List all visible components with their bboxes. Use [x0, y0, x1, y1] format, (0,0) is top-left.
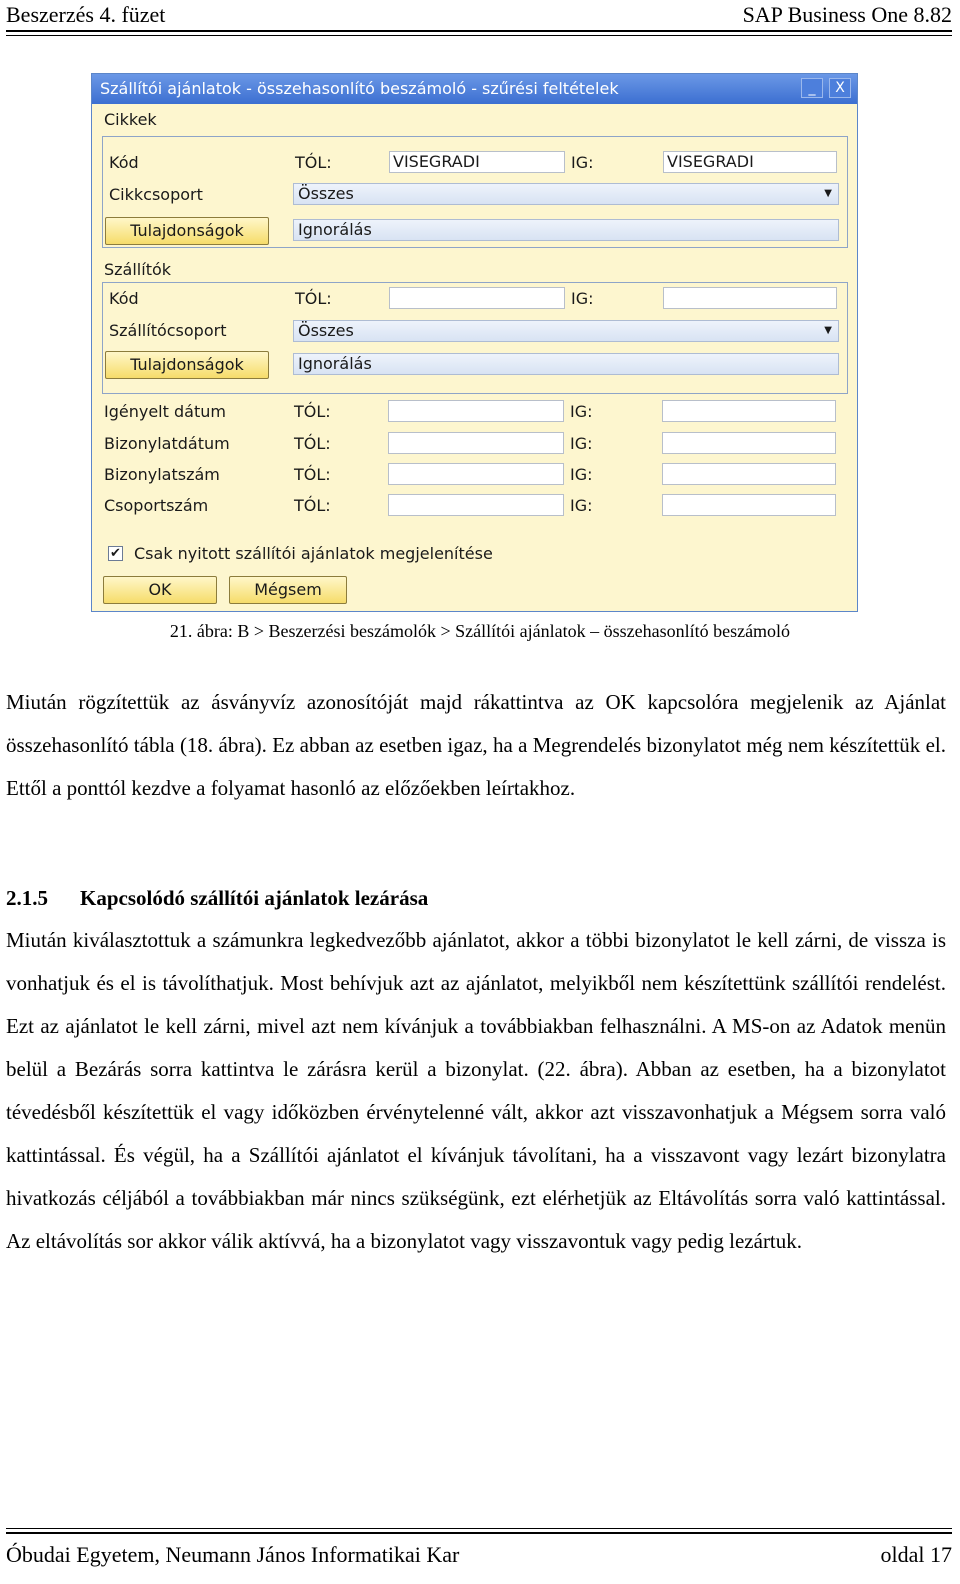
- item-group-label: Cikkcsoport: [109, 185, 203, 204]
- item-group-select[interactable]: [293, 183, 839, 205]
- open-only-label: Csak nyitott szállítói ajánlatok megjelenítése: [134, 544, 493, 563]
- header-rule-thin: [6, 35, 952, 36]
- range-to-input[interactable]: [662, 494, 836, 516]
- range-to-label: IG:: [570, 465, 593, 484]
- range-from-label: TÓL:: [294, 434, 331, 453]
- paragraph-1: Miután rögzítettük az ásványvíz azonosítóját majd rákattintva az OK kapcsolóra megjelenik az Ajánlat összehasonlító tábla (18. ábra). Ez abban az esetben igaz, ha a Megrendelés bizonylatot még nem készítettük el. Ettől a ponttól kezdve a folyamat hasonló az előzőekben leírtakhoz.: [6, 690, 946, 800]
- header-rule: [6, 30, 952, 32]
- minimize-button[interactable]: _: [801, 78, 823, 98]
- items-group: [102, 136, 848, 248]
- header-right: SAP Business One 8.82: [742, 2, 952, 27]
- suppliers-section-title: Szállítók: [104, 260, 172, 279]
- dialog-title: Szállítói ajánlatok - összehasonlító beszámoló - szűrési feltételek: [100, 79, 619, 98]
- close-button[interactable]: X: [829, 78, 851, 98]
- item-code-to-input[interactable]: VISEGRADI: [663, 151, 837, 173]
- range-from-input[interactable]: [388, 400, 564, 422]
- item-properties-value[interactable]: Ignorálás: [293, 219, 839, 241]
- ok-button[interactable]: OK: [103, 576, 217, 604]
- supplier-group-label: Szállítócsoport: [109, 321, 227, 340]
- suppliers-group: [102, 282, 848, 394]
- range-to-label: IG:: [570, 402, 593, 421]
- item-code-from-input[interactable]: VISEGRADI: [389, 151, 565, 173]
- page-footer: [6, 1528, 952, 1584]
- footer-rule-thin: [6, 1528, 952, 1529]
- figure-caption: 21. ábra: B > Beszerzési beszámolók > Szállítói ajánlatok – összehasonlító beszámoló: [169, 621, 791, 641]
- supplier-code-to-input[interactable]: [663, 287, 837, 309]
- item-code-to-label: IG:: [571, 153, 594, 172]
- chevron-down-icon: ▼: [824, 325, 832, 336]
- item-code-label: Kód: [109, 153, 139, 172]
- supplier-code-to-label: IG:: [571, 289, 594, 308]
- section-number: 2.1.5: [6, 886, 48, 910]
- item-code-from-label: TÓL:: [295, 153, 332, 172]
- items-section-title: Cikkek: [104, 110, 157, 129]
- range-from-label: TÓL:: [294, 465, 331, 484]
- dialog-titlebar[interactable]: [92, 74, 857, 104]
- open-only-checkbox[interactable]: ✔: [108, 546, 123, 561]
- range-label: Igényelt dátum: [104, 402, 226, 421]
- footer-left: Óbudai Egyetem, Neumann János Informatikai Kar: [6, 1542, 460, 1567]
- page-header: [6, 0, 952, 30]
- supplier-properties-button[interactable]: Tulajdonságok: [105, 351, 269, 379]
- footer-right: oldal 17: [880, 1542, 952, 1567]
- range-to-input[interactable]: [662, 400, 836, 422]
- range-label: Bizonylatszám: [104, 465, 220, 484]
- range-from-input[interactable]: [388, 494, 564, 516]
- chevron-down-icon: ▼: [824, 188, 832, 199]
- range-to-input[interactable]: [662, 432, 836, 454]
- filter-dialog: [91, 73, 858, 612]
- item-group-value: Összes: [298, 184, 354, 203]
- range-label: Bizonylatdátum: [104, 434, 230, 453]
- range-label: Csoportszám: [104, 496, 209, 515]
- section-title: Kapcsolódó szállítói ajánlatok lezárása: [80, 886, 429, 910]
- supplier-code-label: Kód: [109, 289, 139, 308]
- range-from-input[interactable]: [388, 432, 564, 454]
- header-left: Beszerzés 4. füzet: [6, 2, 166, 27]
- range-from-label: TÓL:: [294, 402, 331, 421]
- supplier-group-select[interactable]: [293, 320, 839, 342]
- supplier-group-value: Összes: [298, 321, 354, 340]
- range-to-label: IG:: [570, 434, 593, 453]
- range-to-label: IG:: [570, 496, 593, 515]
- cancel-button[interactable]: Mégsem: [229, 576, 347, 604]
- range-from-input[interactable]: [388, 463, 564, 485]
- item-properties-button[interactable]: Tulajdonságok: [105, 217, 269, 245]
- supplier-properties-value[interactable]: Ignorálás: [293, 353, 839, 375]
- footer-rule: [6, 1532, 952, 1534]
- supplier-code-from-input[interactable]: [389, 287, 565, 309]
- supplier-code-from-label: TÓL:: [295, 289, 332, 308]
- section-heading: [6, 886, 428, 911]
- range-from-label: TÓL:: [294, 496, 331, 515]
- range-to-input[interactable]: [662, 463, 836, 485]
- paragraph-2: Miután kiválasztottuk a számunkra legkedvezőbb ajánlatot, akkor a többi bizonylatot le kell zárni, de vissza is vonhatjuk és el is távolíthatjuk. Most behívjuk azt az ajánlatot, melyikből nem készítettünk szállítói rendelést. Ezt az ajánlatot le kell zárni, mivel azt nem kívánjuk a továbbiakban felhasználni. A MS-on az Adatok menün belül a Bezárás sorra kattintva le zárásra kerül a bizonylat. (22. ábra). Abban az esetben, ha a bizonylatot tévedésből készítettük el vagy időközben érvénytelenné vált, akkor azt visszavonhatjuk a Mégsem sorra való kattintással. És végül, ha a Szállítói ajánlatot el kívánjuk távolítani, ha a visszavont vagy lezárt bizonylatra hivatkozás céljából a továbbiakban már nincs szükségünk, ezt elérhetjük az Eltávolítás sorra való kattintással. Az eltávolítás sor akkor válik aktívvá, ha a bizonylatot vagy visszavontuk vagy pedig lezártuk.: [6, 928, 946, 1253]
